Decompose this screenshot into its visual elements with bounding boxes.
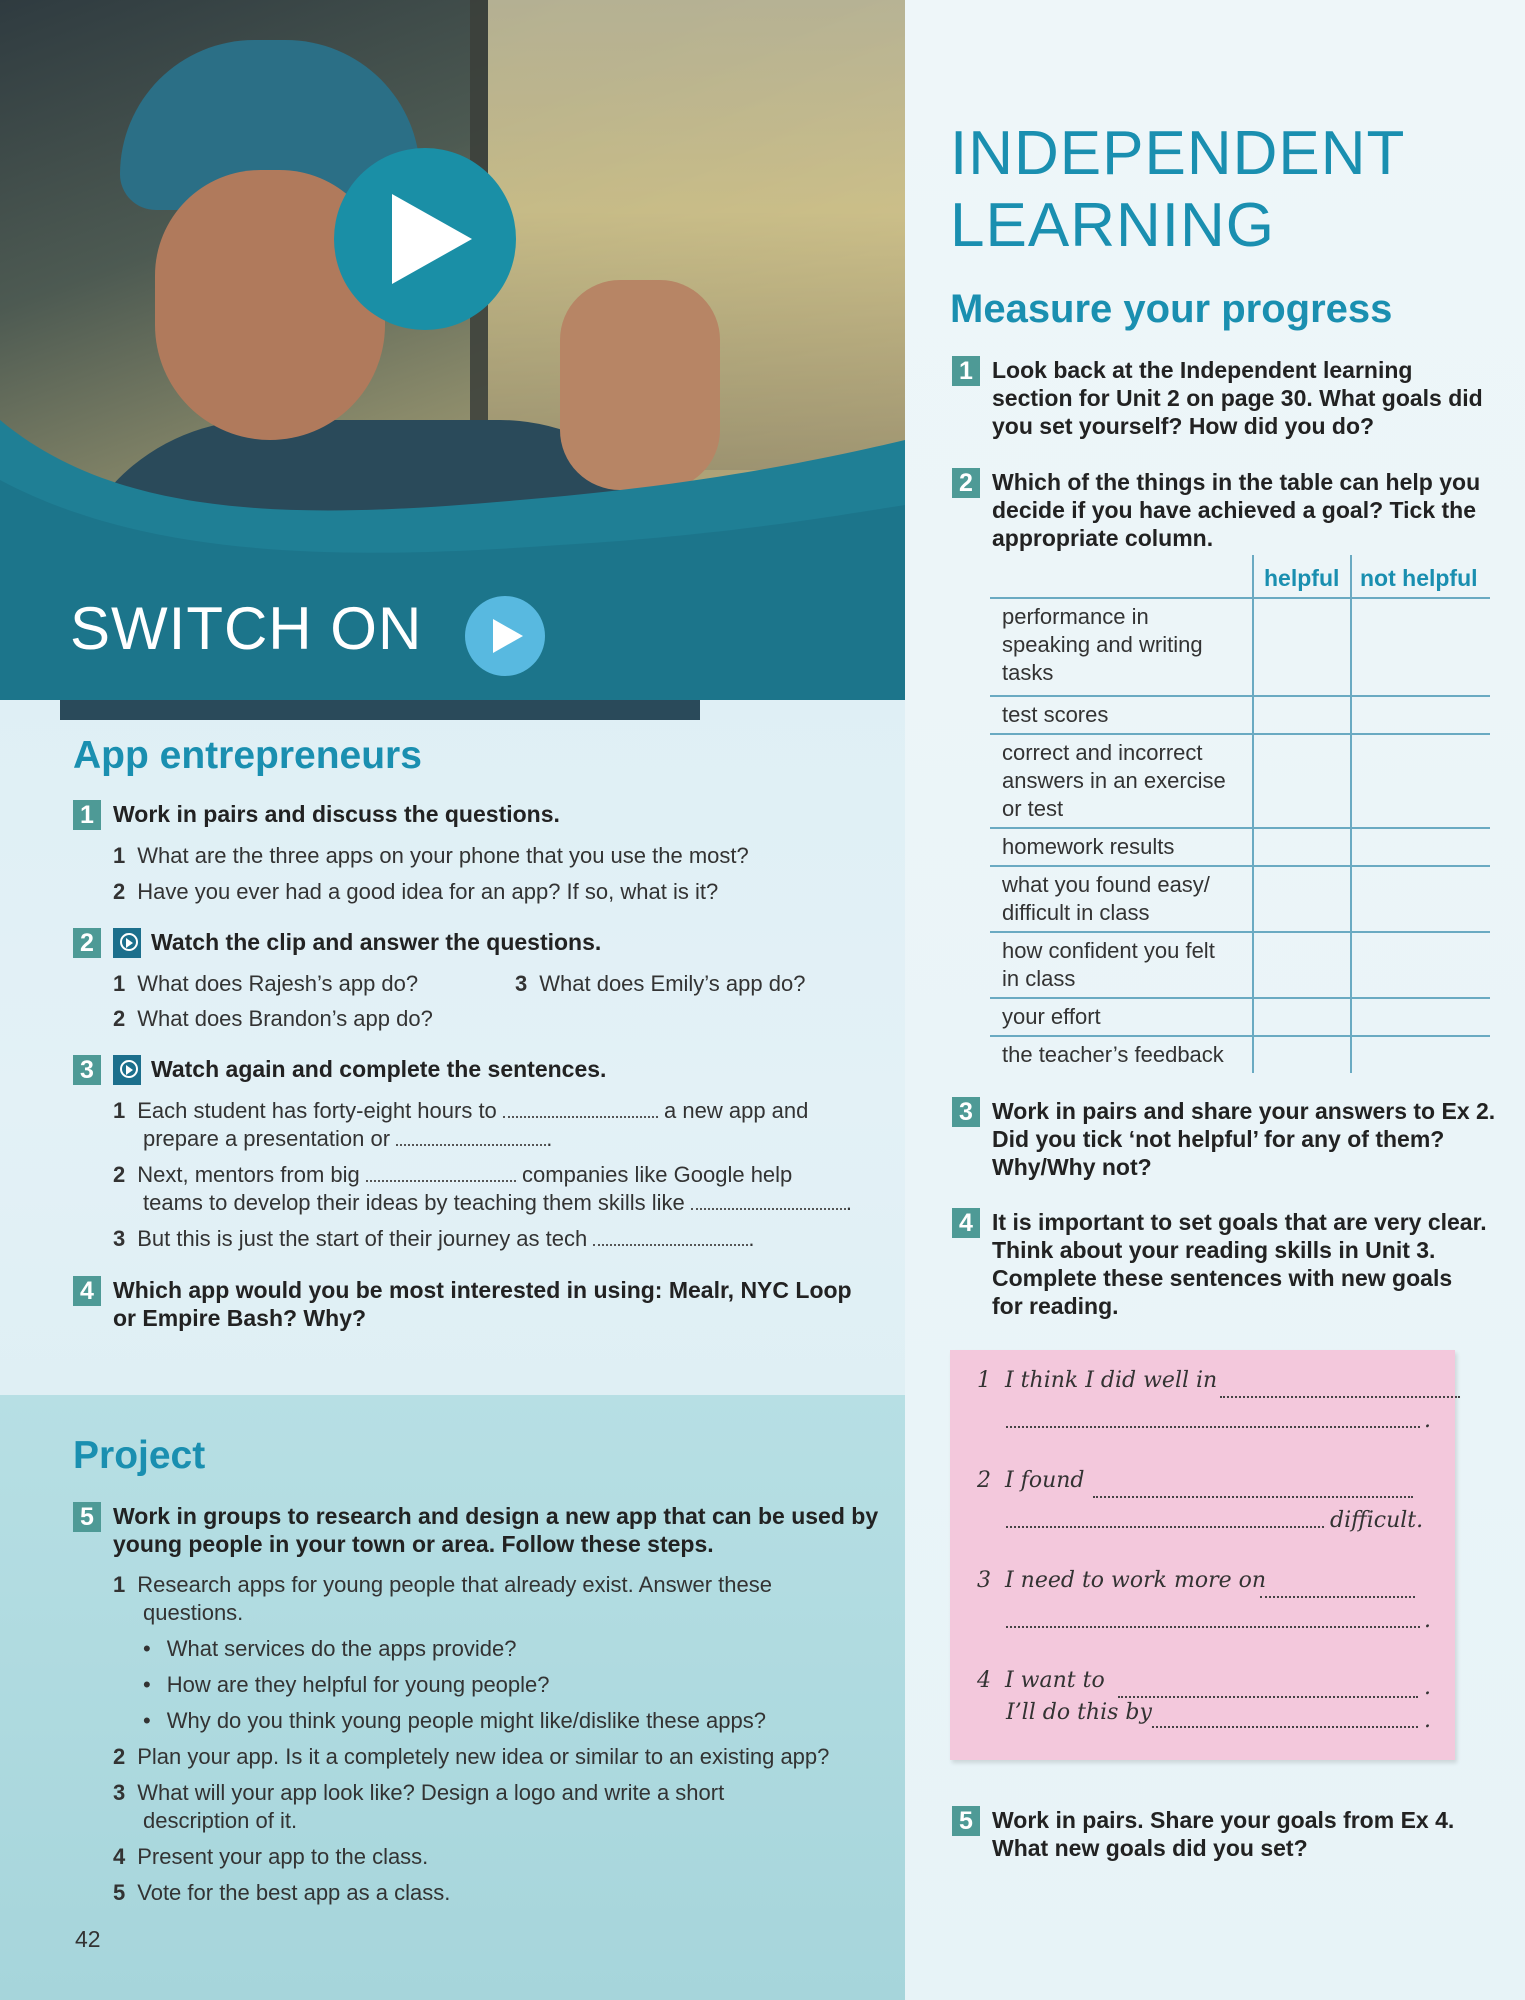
exercise-instruction: Work in groups to research and design a new app that can be used by xyxy=(113,1503,879,1529)
goal-blank[interactable] xyxy=(1152,1726,1418,1728)
table-row[interactable] xyxy=(990,999,1490,1037)
step-item xyxy=(113,1743,829,1771)
step-item xyxy=(113,1571,772,1599)
item-number: 2 xyxy=(113,1744,126,1769)
goal-number: 4 xyxy=(977,1668,991,1693)
exercise-instruction: Which of the things in the table can help you xyxy=(992,469,1481,495)
banner-title: SWITCH ON xyxy=(70,595,423,662)
item-number: 2 xyxy=(113,1006,126,1031)
exercise-instruction: Which app would you be most interested in using: Mealr, NYC Loop xyxy=(113,1277,852,1303)
item-text: Present your app to the class. xyxy=(137,1844,429,1869)
item-text: What will your app look like? Design a logo and write a short xyxy=(137,1780,725,1805)
exercise-number: 2 xyxy=(952,468,980,498)
goal-end: . xyxy=(1424,1708,1431,1733)
table-row[interactable] xyxy=(990,829,1490,867)
answer-blank[interactable] xyxy=(593,1224,748,1246)
cell-line: performance in xyxy=(1002,604,1149,629)
il-exercise-5 xyxy=(952,1806,1454,1836)
table-cell: the teacher’s feedback xyxy=(1002,1042,1224,1067)
exercise-3 xyxy=(73,1055,606,1085)
goal-number: 1 xyxy=(977,1368,991,1393)
item-number: 2 xyxy=(113,879,126,904)
title-line: INDEPENDENT xyxy=(950,119,1406,188)
step-item xyxy=(113,1879,450,1907)
goal-sentence-4 xyxy=(977,1668,1105,1693)
item-number: 1 xyxy=(113,971,126,996)
exercise-number: 5 xyxy=(73,1502,101,1532)
table-row[interactable] xyxy=(990,867,1490,933)
item-text: . xyxy=(546,1126,553,1151)
item-text: companies like Google help xyxy=(522,1162,793,1187)
video-play-button[interactable] xyxy=(334,148,516,330)
goal-end: difficult. xyxy=(1330,1508,1424,1533)
exercise-number: 3 xyxy=(73,1055,101,1085)
item-number: 3 xyxy=(113,1226,126,1251)
bullet-item xyxy=(143,1671,550,1699)
list-item xyxy=(515,970,805,998)
item-text: Have you ever had a good idea for an app? If so, what is it? xyxy=(137,879,719,904)
answer-blank[interactable] xyxy=(503,1096,658,1118)
cell-line: or test xyxy=(1002,796,1064,821)
gap-fill-sentence xyxy=(113,1160,792,1189)
item-text: What does Brandon’s app do? xyxy=(137,1006,433,1031)
list-item xyxy=(113,1005,433,1033)
exercise-instruction-cont: appropriate column. xyxy=(992,525,1214,551)
play-icon xyxy=(392,194,472,284)
list-item xyxy=(113,842,749,870)
page-number: 42 xyxy=(75,1926,101,1952)
goal-blank[interactable] xyxy=(1006,1526,1324,1528)
video-icon xyxy=(113,928,141,958)
cell-line: speaking and writing xyxy=(1002,632,1203,657)
cell-line: answers in an exercise xyxy=(1002,768,1226,793)
table-cell xyxy=(1002,603,1203,687)
exercise-instruction: It is important to set goals that are very clear. xyxy=(992,1209,1487,1235)
table-cell xyxy=(1002,937,1215,993)
goals-sticky-note xyxy=(950,1350,1455,1760)
goal-end: . xyxy=(1424,1408,1431,1433)
exercise-number: 4 xyxy=(952,1208,980,1238)
list-item xyxy=(113,878,718,906)
exercise-instruction-cont: What new goals did you set? xyxy=(992,1835,1308,1861)
exercise-instruction-cont: Why/Why not? xyxy=(992,1154,1152,1180)
exercise-instruction: Look back at the Independent learning xyxy=(992,357,1413,383)
measure-progress-title: Measure your progress xyxy=(950,287,1393,331)
exercise-4 xyxy=(73,1276,852,1306)
project-title: Project xyxy=(73,1434,206,1477)
table-row[interactable] xyxy=(990,1037,1490,1073)
table-row[interactable] xyxy=(990,933,1490,999)
bullet-icon: • xyxy=(143,1708,151,1733)
goal-blank[interactable] xyxy=(1260,1596,1415,1598)
table-cell: homework results xyxy=(1002,834,1175,859)
goal-sentence-1 xyxy=(977,1368,1217,1393)
item-text: . xyxy=(748,1226,755,1251)
cell-line: correct and incorrect xyxy=(1002,740,1203,765)
item-text: Vote for the best app as a class. xyxy=(137,1880,451,1905)
cell-line: in class xyxy=(1002,966,1076,991)
table-cell: your effort xyxy=(1002,1004,1101,1029)
goal-blank[interactable] xyxy=(1118,1696,1418,1698)
item-text: How are they helpful for young people? xyxy=(166,1672,550,1697)
item-number: 1 xyxy=(113,1572,126,1597)
goal-number: 2 xyxy=(977,1468,991,1493)
exercise-instruction: Watch again and complete the sentences. xyxy=(151,1056,607,1082)
exercise-number: 3 xyxy=(952,1097,980,1127)
exercise-instruction-cont: Did you tick ‘not helpful’ for any of them? xyxy=(992,1126,1445,1152)
il-exercise-2 xyxy=(952,468,1480,498)
exercise-2 xyxy=(73,928,601,958)
exercise-instruction-cont: young people in your town or area. Follow these steps. xyxy=(113,1531,714,1557)
answer-blank[interactable] xyxy=(691,1188,846,1210)
exercise-1 xyxy=(73,800,560,830)
answer-blank[interactable] xyxy=(366,1160,516,1182)
column-header: helpful xyxy=(1264,565,1340,591)
exercise-instruction-cont: Complete these sentences with new goals xyxy=(992,1265,1453,1291)
item-text: Each student has forty-eight hours to xyxy=(137,1098,497,1123)
exercise-number: 1 xyxy=(952,356,980,386)
bullet-item xyxy=(143,1707,766,1735)
exercise-instruction-cont: decide if you have achieved a goal? Tick the xyxy=(992,497,1477,523)
step-item xyxy=(113,1779,724,1807)
section-title: App entrepreneurs xyxy=(73,734,422,777)
switch-on-play-button[interactable] xyxy=(465,596,545,676)
play-icon xyxy=(493,619,523,653)
bullet-icon: • xyxy=(143,1636,151,1661)
item-number: 5 xyxy=(113,1880,126,1905)
video-icon xyxy=(113,1055,141,1085)
item-number: 4 xyxy=(113,1844,126,1869)
exercise-instruction-cont: Think about your reading skills in Unit 3. xyxy=(992,1237,1436,1263)
goal-blank[interactable] xyxy=(1093,1496,1413,1498)
exercise-5 xyxy=(73,1502,878,1532)
step-item-cont: questions. xyxy=(143,1600,244,1625)
cell-line: difficult in class xyxy=(1002,900,1150,925)
item-text: prepare a presentation or xyxy=(143,1126,391,1151)
exercise-instruction-cont: section for Unit 2 on page 30. What goals did xyxy=(992,385,1483,411)
table-cell xyxy=(1002,739,1226,823)
item-number: 2 xyxy=(113,1162,126,1187)
exercise-number: 4 xyxy=(73,1276,101,1306)
exercise-instruction: Watch the clip and answer the questions. xyxy=(151,929,602,955)
cell-line: how confident you felt xyxy=(1002,938,1215,963)
exercise-instruction: Work in pairs and share your answers to Ex 2. xyxy=(992,1098,1496,1124)
exercise-number: 2 xyxy=(73,928,101,958)
item-text: Research apps for young people that already exist. Answer these xyxy=(137,1572,772,1597)
exercise-number: 1 xyxy=(73,800,101,830)
bullet-icon: • xyxy=(143,1672,151,1697)
item-text: But this is just the start of their journey as tech xyxy=(137,1226,588,1251)
bullet-item xyxy=(143,1635,516,1663)
item-text: Why do you think young people might like/dislike these apps? xyxy=(166,1708,766,1733)
item-text: What does Rajesh’s app do? xyxy=(137,971,419,996)
item-text: Plan your app. Is it a completely new idea or similar to an existing app? xyxy=(137,1744,830,1769)
goal-sentence-3 xyxy=(977,1568,1266,1593)
goal-number: 3 xyxy=(977,1568,991,1593)
independent-learning-title xyxy=(950,118,1405,262)
item-text: What does Emily’s app do? xyxy=(539,971,806,996)
il-exercise-4 xyxy=(952,1208,1487,1238)
table-row[interactable] xyxy=(990,735,1490,829)
gap-fill-sentence-cont xyxy=(143,1124,552,1153)
goal-sentence-4b: I’ll do this by xyxy=(1006,1700,1152,1725)
item-number: 3 xyxy=(113,1780,126,1805)
title-line: LEARNING xyxy=(950,191,1275,260)
answer-blank[interactable] xyxy=(396,1124,546,1146)
item-text: a new app and xyxy=(664,1098,809,1123)
il-exercise-3 xyxy=(952,1097,1495,1127)
table-cell: test scores xyxy=(1002,702,1109,727)
gap-fill-sentence xyxy=(113,1224,755,1253)
item-text: . xyxy=(845,1190,852,1215)
goal-blank[interactable] xyxy=(1006,1626,1420,1628)
cell-line: tasks xyxy=(1002,660,1054,685)
goal-end: . xyxy=(1424,1608,1431,1633)
table-row[interactable] xyxy=(990,697,1490,735)
goal-blank[interactable] xyxy=(1006,1426,1420,1428)
il-exercise-1 xyxy=(952,356,1412,386)
exercise-instruction-cont: or Empire Bash? Why? xyxy=(113,1305,367,1331)
exercise-instruction-cont: for reading. xyxy=(992,1293,1119,1319)
column-header: not helpful xyxy=(1360,565,1478,591)
goal-text: I found xyxy=(1005,1468,1085,1493)
table-cell xyxy=(1002,871,1210,927)
cell-line: what you found easy/ xyxy=(1002,872,1210,897)
step-item xyxy=(113,1843,428,1871)
exercise-instruction-cont: you set yourself? How did you do? xyxy=(992,413,1375,439)
list-item xyxy=(113,970,418,998)
goal-text: I need to work more on xyxy=(1005,1568,1267,1593)
item-number: 1 xyxy=(113,843,126,868)
item-text: What services do the apps provide? xyxy=(166,1636,517,1661)
goal-text: I want to xyxy=(1005,1668,1105,1693)
exercise-number: 5 xyxy=(952,1806,980,1836)
table-row[interactable] xyxy=(990,599,1490,697)
goal-end: . xyxy=(1424,1675,1431,1700)
exercise-instruction: Work in pairs. Share your goals from Ex 4. xyxy=(992,1807,1455,1833)
item-text: What are the three apps on your phone that you use the most? xyxy=(137,843,749,868)
goal-text: I think I did well in xyxy=(1005,1368,1218,1393)
step-item-cont: description of it. xyxy=(143,1808,298,1833)
item-text: teams to develop their ideas by teaching them skills like xyxy=(143,1190,685,1215)
exercise-instruction: Work in pairs and discuss the questions. xyxy=(113,801,560,827)
item-text: Next, mentors from big xyxy=(137,1162,360,1187)
item-number: 3 xyxy=(515,971,528,996)
gap-fill-sentence xyxy=(113,1096,808,1125)
goal-sentence-2 xyxy=(977,1468,1085,1493)
goal-blank[interactable] xyxy=(1220,1396,1460,1398)
item-number: 1 xyxy=(113,1098,126,1123)
gap-fill-sentence-cont xyxy=(143,1188,852,1217)
